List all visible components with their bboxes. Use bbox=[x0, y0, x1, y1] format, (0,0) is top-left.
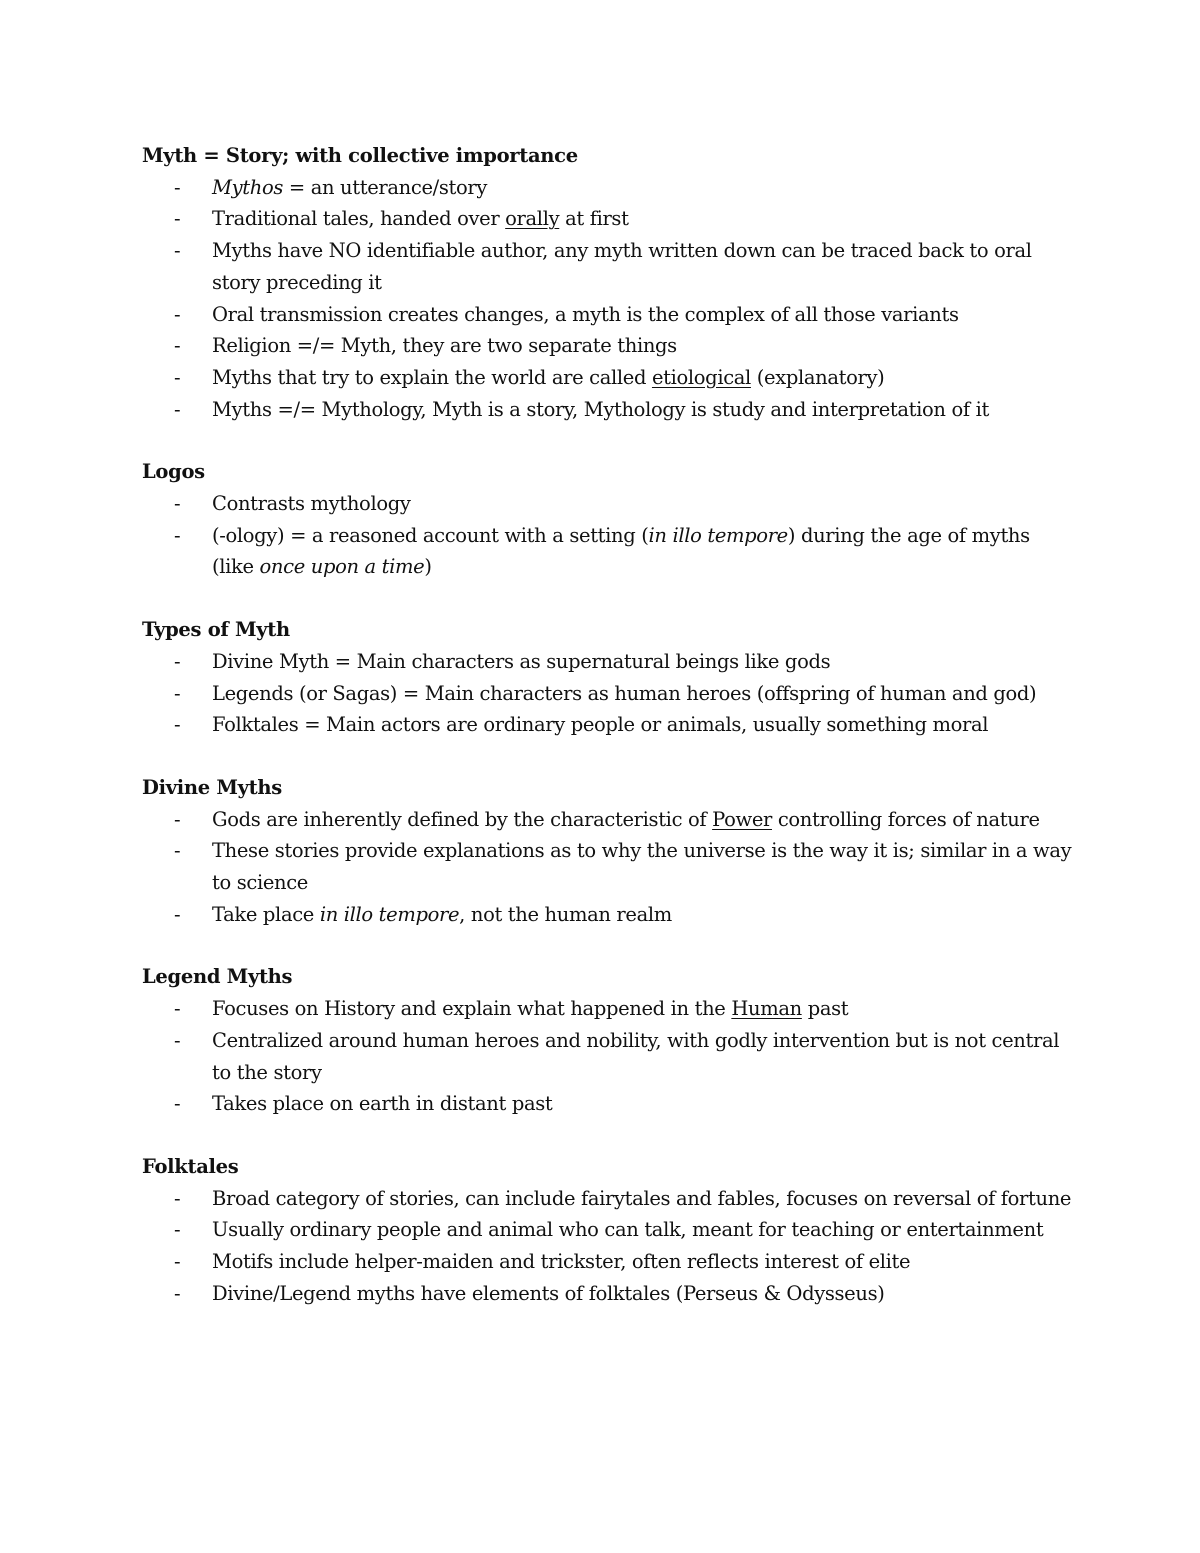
list-item bbox=[142, 235, 1072, 298]
text-run: Focuses on History and explain what happened in the bbox=[212, 997, 732, 1021]
list-item bbox=[142, 394, 1072, 426]
bullet-list bbox=[142, 646, 1072, 741]
dash-bullet-icon: - bbox=[174, 397, 181, 421]
text-run: ) bbox=[424, 555, 432, 579]
dash-bullet-icon: - bbox=[174, 997, 181, 1021]
dash-bullet-icon: - bbox=[174, 175, 181, 199]
section-heading: Legend Myths bbox=[142, 965, 293, 989]
text-run: Traditional tales, handed over bbox=[212, 207, 506, 231]
list-item bbox=[142, 299, 1072, 331]
dash-bullet-icon: - bbox=[174, 681, 181, 705]
text-run: Myths =/= Mythology, Myth is a story, Mythology is study and interpretation of it bbox=[212, 397, 989, 421]
list-item bbox=[142, 1278, 1072, 1310]
text-run: Contrasts mythology bbox=[212, 492, 411, 516]
list-item bbox=[142, 1246, 1072, 1278]
text-run: controlling forces of nature bbox=[771, 807, 1040, 831]
text-run: Oral transmission creates changes, a myth is the complex of all those variants bbox=[212, 302, 959, 326]
text-run: Broad category of stories, can include fairytales and fables, focuses on reversal of fortune bbox=[212, 1186, 1072, 1210]
italic-term: in illo tempore bbox=[648, 523, 788, 547]
dash-bullet-icon: - bbox=[174, 1218, 181, 1242]
dash-bullet-icon: - bbox=[174, 1028, 181, 1052]
list-item bbox=[142, 203, 1072, 235]
dash-bullet-icon: - bbox=[174, 523, 181, 547]
section bbox=[142, 961, 1072, 1120]
list-item bbox=[142, 835, 1072, 898]
dash-bullet-icon: - bbox=[174, 365, 181, 389]
text-run: = an utterance/story bbox=[283, 175, 488, 199]
dash-bullet-icon: - bbox=[174, 807, 181, 831]
section-heading: Types of Myth bbox=[142, 618, 290, 642]
underlined-term: orally bbox=[505, 207, 560, 231]
underlined-term: Power bbox=[712, 807, 772, 831]
section bbox=[142, 1151, 1072, 1310]
dash-bullet-icon: - bbox=[174, 1092, 181, 1116]
italic-term: Mythos bbox=[212, 175, 284, 199]
text-run: Divine Myth = Main characters as supernatural beings like gods bbox=[212, 649, 831, 673]
italic-term: once upon a time bbox=[259, 555, 425, 579]
dash-bullet-icon: - bbox=[174, 492, 181, 516]
section bbox=[142, 140, 1072, 425]
bullet-list bbox=[142, 172, 1072, 426]
dash-bullet-icon: - bbox=[174, 713, 181, 737]
text-run: Myths that try to explain the world are called bbox=[212, 365, 652, 389]
text-run: Folktales = Main actors are ordinary people or animals, usually something moral bbox=[212, 713, 989, 737]
section bbox=[142, 772, 1072, 931]
bullet-list bbox=[142, 488, 1072, 583]
dash-bullet-icon: - bbox=[174, 207, 181, 231]
text-run: Usually ordinary people and animal who can talk, meant for teaching or entertainment bbox=[212, 1218, 1044, 1242]
text-run: Divine/Legend myths have elements of folktales (Perseus & Odysseus) bbox=[212, 1281, 885, 1305]
bullet-list bbox=[142, 993, 1072, 1120]
text-run: Legends (or Sagas) = Main characters as human heroes (offspring of human and god) bbox=[212, 681, 1037, 705]
section bbox=[142, 614, 1072, 741]
section bbox=[142, 456, 1072, 583]
text-run: Myths have NO identifiable author, any myth written down can be traced back to oral story preceding it bbox=[212, 239, 1032, 294]
text-run: at first bbox=[559, 207, 629, 231]
list-item bbox=[142, 520, 1072, 583]
dash-bullet-icon: - bbox=[174, 334, 181, 358]
list-item bbox=[142, 488, 1072, 520]
list-item bbox=[142, 899, 1072, 931]
list-item bbox=[142, 1025, 1072, 1088]
dash-bullet-icon: - bbox=[174, 1186, 181, 1210]
text-run: These stories provide explanations as to why the universe is the way it is; similar in a way to science bbox=[212, 839, 1072, 895]
list-item bbox=[142, 172, 1072, 204]
dash-bullet-icon: - bbox=[174, 902, 181, 926]
underlined-term: Human bbox=[731, 997, 802, 1021]
section-heading: Myth = Story; with collective importance bbox=[142, 144, 578, 167]
list-item bbox=[142, 1088, 1072, 1120]
dash-bullet-icon: - bbox=[174, 1250, 181, 1274]
text-run: Gods are inherently defined by the characteristic of bbox=[212, 807, 713, 831]
text-run: Centralized around human heroes and nobility, with godly intervention but is not central to the story bbox=[212, 1028, 1060, 1084]
text-run: (explanatory) bbox=[750, 365, 885, 389]
dash-bullet-icon: - bbox=[174, 302, 181, 326]
underlined-term: etiological bbox=[651, 365, 751, 389]
list-item bbox=[142, 330, 1072, 362]
section-heading: Folktales bbox=[142, 1154, 239, 1178]
list-item bbox=[142, 1183, 1072, 1215]
text-run: Takes place on earth in distant past bbox=[212, 1092, 553, 1116]
list-item bbox=[142, 709, 1072, 741]
list-item bbox=[142, 362, 1072, 394]
list-item bbox=[142, 678, 1072, 710]
text-run: Motifs include helper-maiden and trickster, often reflects interest of elite bbox=[212, 1250, 911, 1274]
document-page bbox=[142, 140, 1072, 1341]
list-item bbox=[142, 646, 1072, 678]
section-heading: Divine Myths bbox=[142, 775, 282, 799]
text-run: , not the human realm bbox=[459, 902, 672, 926]
dash-bullet-icon: - bbox=[174, 1281, 181, 1305]
section-heading: Logos bbox=[142, 460, 205, 484]
dash-bullet-icon: - bbox=[174, 649, 181, 673]
list-item bbox=[142, 1214, 1072, 1246]
list-item bbox=[142, 804, 1072, 836]
bullet-list bbox=[142, 804, 1072, 931]
list-item bbox=[142, 993, 1072, 1025]
text-run: ) during the age of myths (like bbox=[212, 523, 1030, 579]
text-run: Religion =/= Myth, they are two separate things bbox=[212, 334, 677, 358]
text-run: (-ology) = a reasoned account with a setting ( bbox=[212, 523, 649, 547]
dash-bullet-icon: - bbox=[174, 239, 181, 263]
text-run: past bbox=[801, 997, 849, 1021]
text-run: Take place bbox=[212, 902, 320, 926]
italic-term: in illo tempore bbox=[319, 902, 460, 926]
bullet-list bbox=[142, 1183, 1072, 1310]
dash-bullet-icon: - bbox=[174, 839, 181, 863]
